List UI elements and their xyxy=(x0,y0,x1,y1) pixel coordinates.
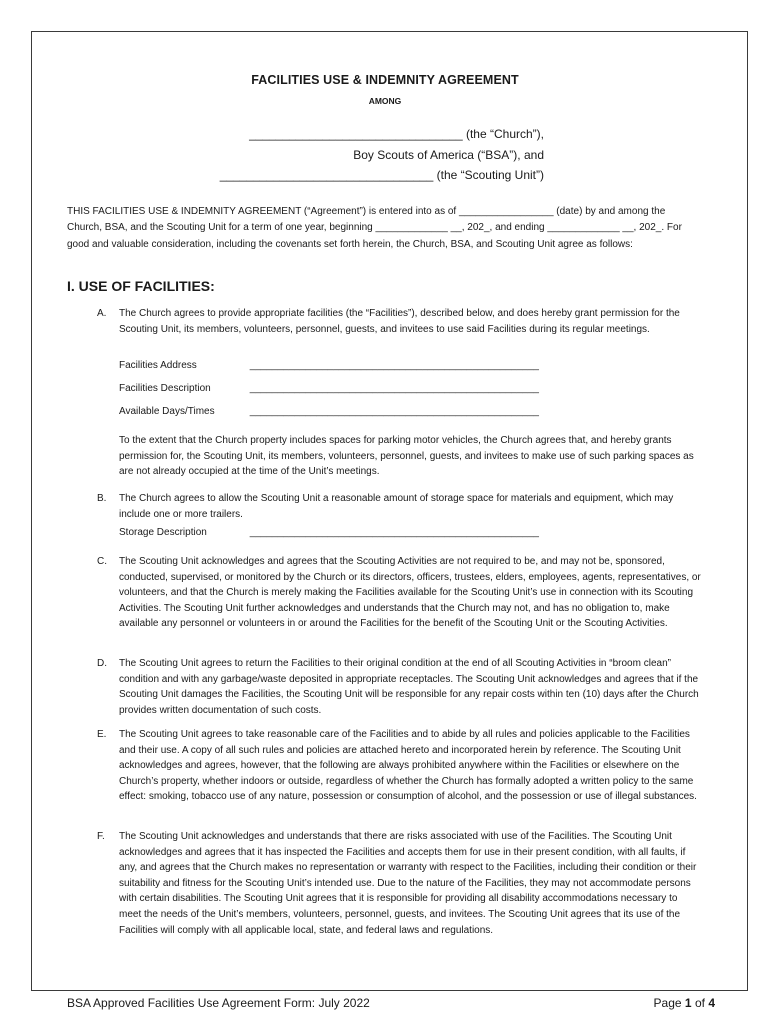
intro-paragraph: THIS FACILITIES USE & INDEMNITY AGREEMENT (“Agreement”) is entered into as of _________________ (date) by and among the Church, BSA, and the Scouting Unit for a term of one year, beginning _____________ __, 202_, and ending _____________ __, 202_. For good and valuable consideration, including the covenants set forth herein, the Church, BSA, and Scouting Unit agree as follows: xyxy=(67,206,682,250)
clause-f-letter: F. xyxy=(97,831,105,842)
storage-description-field[interactable]: ____________________________________________________ xyxy=(249,527,539,538)
clause-b-text: The Church agrees to allow the Scouting Unit a reasonable amount of storage space for materials and equipment, which may include one or more trailers. xyxy=(119,493,674,520)
footer-form-name: BSA Approved Facilities Use Agreement Form: July 2022 xyxy=(67,996,370,1010)
page-of: of xyxy=(694,996,705,1010)
clause-a-text: The Church agrees to provide appropriate facilities (the “Facilities”), described below, and does hereby grant permission for the Scouting Unit, its members, volunteers, personnel, guests, and invitees to use said Facilities during its regular meetings. xyxy=(119,308,680,335)
storage-description-row xyxy=(119,527,539,538)
clause-e-letter: E. xyxy=(97,729,107,740)
clause-b-letter: B. xyxy=(97,493,107,504)
page-total: 4 xyxy=(708,996,715,1010)
available-days-field[interactable]: ____________________________________________________ xyxy=(249,406,539,417)
facilities-address-label: Facilities Address xyxy=(119,360,197,371)
facilities-address-row xyxy=(119,360,539,371)
unit-party-line: ________________________________ (the “Scouting Unit”) xyxy=(219,168,544,182)
clause-d-text: The Scouting Unit agrees to return the Facilities to their original condition at the end of all Scouting Activities in “broom clean” condition and with any garbage/waste deposited in appropriate receptacles. The Scouting Unit acknowledges and agrees that if the Scouting Unit damages the Facilities, the Scouting Unit will be responsible for any repair costs within ten (10) days after the Church provides written documentation of such costs. xyxy=(119,658,699,716)
available-days-label: Available Days/Times xyxy=(119,406,215,417)
clause-f-text: The Scouting Unit acknowledges and understands that there are risks associated with use of the Facilities. The Scouting Unit acknowledges and agrees that it has inspected the Facilities and accepts them for use in their present condition, with all faults, if any, and agrees that the Church makes no representation or warranty with respect to the Facilities, including their condition or their suitability and fitness for the Scouting Unit’s intended use. Due to the nature of the Facilities, they may not accommodate persons with certain disabilities. The Scouting Unit agrees that it is responsible for providing all disability accommodations necessary to meet the needs of the Unit’s members, volunteers, personnel, guests, and invitees. The Scouting Unit agrees that its use of the Facilities will comply with all applicable local, state, and federal laws and regulations. xyxy=(119,831,697,936)
storage-description-label: Storage Description xyxy=(119,527,207,538)
section-heading: I. USE OF FACILITIES: xyxy=(67,278,215,294)
clause-d-letter: D. xyxy=(97,658,107,669)
document-title: FACILITIES USE & INDEMNITY AGREEMENT xyxy=(251,73,519,87)
parking-paragraph: To the extent that the Church property includes spaces for parking motor vehicles, the Church agrees that, and hereby grants permission for, the Scouting Unit, its members, volunteers, personnel, guests, and invitees to make use of such parking spaces as are not already occupied at the time of the Unit’s meetings. xyxy=(119,435,694,478)
clause-c-letter: C. xyxy=(97,556,107,567)
footer-page-number xyxy=(654,996,715,1010)
among-label: AMONG xyxy=(368,96,402,106)
available-days-row xyxy=(119,406,539,417)
page-prefix: Page xyxy=(653,996,682,1010)
clause-e-text: The Scouting Unit agrees to take reasonable care of the Facilities and to abide by all rules and policies applicable to the Facilities and their use. A copy of all such rules and policies are attached hereto and incorporated herein by reference. The Scouting Unit acknowledges and agrees, however, that the following are always prohibited anywhere within the Facilities or elsewhere on the Church’s property, whether indoors or outside, regardless of whether the Church has formally adopted a written policy to the same effect: smoking, tobacco use of any nature, possession or consumption of alcohol, and the possession or use of illegal substances. xyxy=(119,729,697,803)
clause-a-letter: A. xyxy=(97,308,107,319)
page-current: 1 xyxy=(684,996,692,1010)
clause-c-text: The Scouting Unit acknowledges and agrees that the Scouting Activities are not required to be, and may not be, sponsored, conducted, supervised, or monitored by the Church or its directors, officers, trustees, elders, employees, agents, representatives, or volunteers, and that the Church is merely making the Facilities available for the Scouting Unit’s use in connection with its Scouting Activities. The Scouting Unit further acknowledges and understands that the Church may not, and has no obligation to, make available any personnel or volunteers in or around the Facilities for the benefit of the Scouting Unit or the Scouting Activities. xyxy=(119,556,701,630)
church-party-line: ________________________________ (the “Church”), xyxy=(249,127,544,141)
facilities-address-field[interactable]: ____________________________________________________ xyxy=(249,360,539,371)
bsa-party-line: Boy Scouts of America (“BSA”), and xyxy=(353,148,544,162)
facilities-description-field[interactable]: ____________________________________________________ xyxy=(249,383,539,394)
facilities-description-label: Facilities Description xyxy=(119,383,211,394)
facilities-description-row xyxy=(119,383,539,394)
